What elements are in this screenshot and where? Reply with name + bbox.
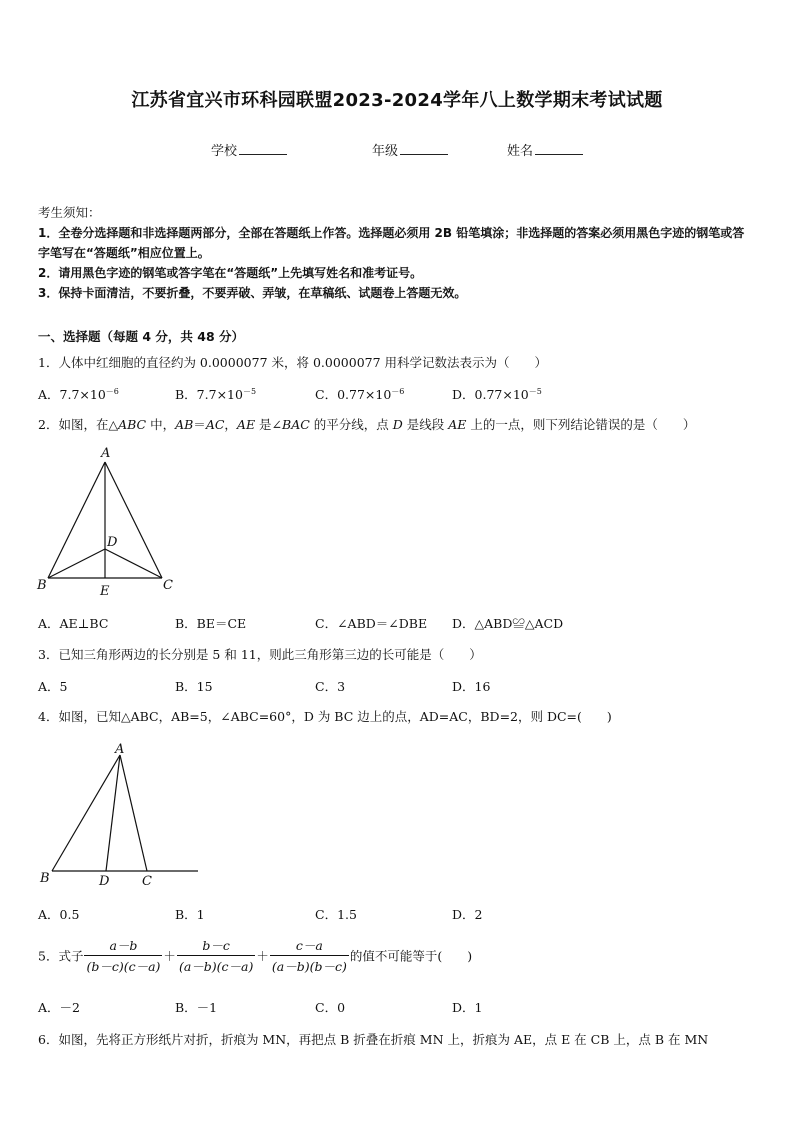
q2-label-b: B	[37, 578, 47, 593]
q4-triangle-figure	[30, 735, 210, 895]
q4-segment-ad	[106, 755, 120, 871]
q5-option-a: A．－2	[38, 1000, 80, 1015]
q2-segment-bd	[48, 549, 105, 578]
question-1-stem: 1．人体中红细胞的直径约为 0.0000077 米，将 0.0000077 用科学记数法表示为（ ）	[38, 355, 548, 370]
grade-blank	[400, 142, 448, 155]
q4-side-ac	[120, 755, 147, 871]
q2-option-a: A．AE⊥BC	[38, 616, 109, 631]
school-field	[211, 140, 287, 159]
grade-label: 年级	[372, 144, 399, 159]
q5-option-d: D．1	[452, 1000, 483, 1015]
note-item-2: 2．请用黑色字迹的钢笔或答字笔在“答题纸”上先填写姓名和准考证号。	[38, 266, 423, 280]
name-label: 姓名	[507, 144, 534, 159]
q5-option-b: B．－1	[175, 1000, 218, 1015]
q1-option-a: A．$7.7\times 10^{-6}$	[38, 387, 119, 402]
q5-fraction-3: $\frac{c-a}{(a-b)(b-c)}$	[271, 938, 347, 974]
q5-option-c: C．0	[315, 1000, 346, 1015]
q2-label-d: D	[107, 535, 118, 550]
q3-option-d: D．16	[452, 679, 491, 694]
q2-option-b: B．BE＝CE	[175, 616, 247, 631]
q4-option-d: D．2	[452, 907, 483, 922]
q1-option-b: B．$7.7\times 10^{-5}$	[175, 387, 257, 402]
question-2-stem: 2．如图，在△ABC 中，AB＝AC，AE 是∠BAC 的平分线，点 D 是线段 AE 上的一点，则下列结论错误的是（ ）	[38, 417, 696, 432]
question-4-stem: 4．如图，已知△ABC，AB=5，∠ABC=60°，D 为 BC 边上的点，AD=AC，BD=2，则 DC=( )	[38, 709, 612, 724]
q2-side-ab	[48, 462, 105, 578]
q4-side-ab	[52, 755, 120, 871]
name-field	[507, 140, 583, 159]
q1-option-d: D．$0.77\times 10^{-5}$	[452, 387, 542, 402]
q4-label-d: D	[99, 874, 110, 889]
q4-option-c: C．1.5	[315, 907, 357, 922]
q4-option-b: B．1	[175, 907, 205, 922]
q4-label-b: B	[40, 871, 50, 886]
q2-triangle-figure	[30, 440, 190, 600]
q4-option-a: A．0.5	[38, 907, 80, 922]
q1-option-c: C．$0.77\times 10^{-6}$	[315, 387, 405, 402]
q2-option-c: C．∠ABD＝∠DBE	[315, 616, 428, 631]
q4-label-a: A	[115, 742, 125, 757]
q3-option-b: B．15	[175, 679, 213, 694]
q5-suffix: 的值不可能等于( )	[349, 948, 473, 964]
q2-segment-cd	[105, 549, 162, 578]
notes-heading: 考生须知：	[38, 205, 101, 220]
grade-field	[372, 140, 448, 159]
exam-notes	[38, 203, 756, 303]
q5-prefix: 5．式子	[38, 948, 84, 964]
q3-option-c: C．3	[315, 679, 346, 694]
q5-fraction-2: $\frac{b-c}{(a-b)(c-a)}$	[178, 938, 254, 974]
page-title: 江苏省宜兴市环科园联盟2023-2024学年八上数学期末考试试题	[131, 90, 663, 111]
question-6-stem: 6．如图，先将正方形纸片对折，折痕为 MN，再把点 B 折叠在折痕 MN 上，折痕为 AE，点 E 在 CB 上，点 B 在 MN	[38, 1032, 709, 1047]
school-label: 学校	[211, 144, 238, 159]
note-item-1: 1．全卷分选择题和非选择题两部分，全部在答题纸上作答。选择题必须用 2B 铅笔填涂；非选择题的答案必须用黑色字迹的钢笔或答字笔写在“答题纸”相应位置上。	[38, 226, 745, 260]
q2-label-c: C	[163, 578, 173, 593]
q2-side-ac	[105, 462, 162, 578]
question-5-stem: 5．式子 $\frac{a-b}{(b-c)(c-a)}$ ＋ $\frac{b-c}{(a-b)(c-a)}$ ＋ $\frac{c-a}{(a-b)(b-c)}$ 的值不可能等于( )	[38, 938, 473, 974]
section-heading: 一、选择题（每题 4 分，共 48 分）	[38, 329, 245, 344]
name-blank	[535, 142, 583, 155]
question-3-stem: 3．已知三角形两边的长分别是 5 和 11，则此三角形第三边的长可能是（ ）	[38, 647, 482, 662]
q5-fraction-1: $\frac{a-b}{(b-c)(c-a)}$	[86, 938, 161, 974]
q4-label-c: C	[142, 874, 152, 889]
q2-label-a: A	[101, 446, 111, 461]
note-item-3: 3．保持卡面清洁，不要折叠，不要弄破、弄皱，在草稿纸、试题卷上答题无效。	[38, 286, 467, 300]
q3-option-a: A．5	[38, 679, 68, 694]
q2-option-d: D．△ABD≌△ACD	[452, 616, 564, 631]
q2-label-e: E	[100, 584, 110, 599]
school-blank	[239, 142, 287, 155]
